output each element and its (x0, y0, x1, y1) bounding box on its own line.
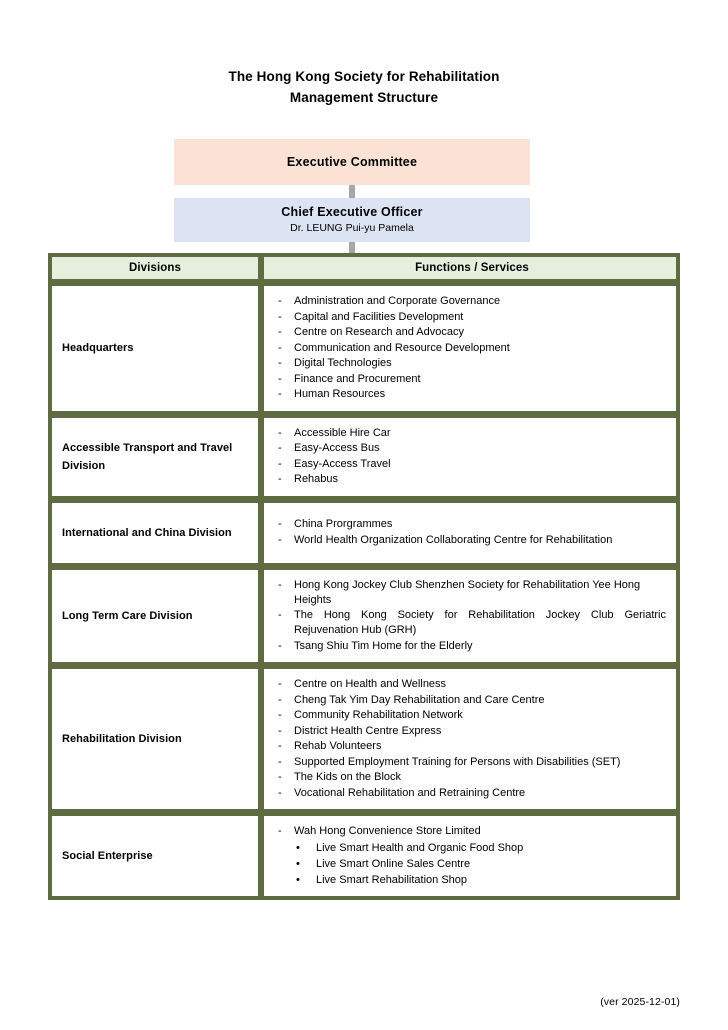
function-item-label: Rehabus (294, 473, 339, 485)
table-header-functions-label: Functions / Services (415, 262, 529, 274)
function-item (278, 356, 666, 371)
division-label: Rehabilitation Division (62, 733, 182, 745)
function-item (278, 708, 666, 723)
division-name-cell (52, 503, 258, 563)
function-item-label: Cheng Tak Yim Day Rehabilitation and Care Centre (294, 693, 545, 706)
function-item-label: The Hong Kong Society for Rehabilitation Jockey Club Geriatric Rejuvenation Hub (GRH) (294, 609, 666, 636)
function-item (278, 387, 666, 402)
table-row (52, 286, 676, 411)
division-label: International and China Division (62, 526, 232, 539)
dash-marker-icon: - (278, 473, 282, 485)
dash-marker-icon: - (278, 578, 282, 591)
function-item (278, 426, 666, 441)
division-name-cell (52, 286, 258, 411)
function-item (278, 677, 666, 692)
ceo-name-label: Dr. LEUNG Pui-yu Pamela (290, 222, 414, 234)
function-sub-item (278, 872, 666, 888)
function-item (278, 533, 666, 548)
function-sub-item (278, 856, 666, 872)
connector-exec-to-ceo (349, 185, 355, 198)
table-row (52, 570, 676, 663)
function-item (278, 472, 666, 487)
table-row (52, 816, 676, 896)
functions-cell (264, 286, 676, 411)
version-label: (ver 2025-12-01) (600, 996, 680, 1008)
function-item-label: Supported Employment Training for Persons with Disabilities (SET) (294, 755, 621, 768)
function-item (278, 457, 666, 472)
dash-marker-icon: - (278, 518, 282, 530)
table-row (52, 669, 676, 809)
dash-marker-icon: - (278, 442, 282, 454)
functions-cell (264, 570, 676, 663)
dash-marker-icon: - (278, 326, 282, 338)
function-item (278, 325, 666, 340)
function-item-label: Communication and Resource Development (294, 341, 510, 354)
function-item (278, 608, 666, 638)
division-name-cell (52, 570, 258, 663)
table-row (52, 503, 676, 563)
dash-marker-icon: - (278, 609, 282, 621)
function-item (278, 639, 666, 654)
function-item (278, 824, 666, 839)
table-header-row (52, 257, 676, 279)
dash-marker-icon: - (278, 709, 282, 721)
function-item (278, 517, 666, 532)
function-item-label: District Health Centre Express (294, 724, 442, 737)
division-name-cell (52, 816, 258, 896)
function-item (278, 786, 666, 801)
executive-committee-label: Executive Committee (286, 155, 418, 169)
function-item-label: Tsang Shiu Tim Home for the Elderly (294, 639, 473, 652)
function-item-label: World Health Organization Collaborating Centre for Rehabilitation (294, 533, 613, 546)
functions-cell (264, 816, 676, 896)
function-item (278, 724, 666, 739)
table-header-functions-cell (264, 257, 676, 279)
functions-list (278, 677, 666, 801)
dash-marker-icon: - (278, 357, 282, 369)
page-title-line-2: Management Structure (289, 90, 439, 105)
function-sub-item-label: Live Smart Health and Organic Food Shop (316, 841, 524, 854)
division-label: Social Enterprise (62, 849, 153, 862)
page-title-line-1: The Hong Kong Society for Rehabilitation (228, 69, 500, 84)
chief-executive-officer-box (174, 198, 530, 242)
functions-cell (264, 503, 676, 563)
division-label: Accessible Transport and Travel Division (62, 441, 233, 472)
function-item (278, 294, 666, 309)
function-item (278, 310, 666, 325)
functions-list (278, 426, 666, 488)
division-name-cell (52, 669, 258, 809)
bullet-marker-icon: • (296, 873, 300, 886)
dash-marker-icon: - (278, 310, 282, 323)
function-sub-item-label: Live Smart Rehabilitation Shop (316, 873, 468, 886)
function-sub-item (278, 840, 666, 856)
functions-cell (264, 418, 676, 496)
dash-marker-icon: - (278, 678, 282, 690)
function-item-label: Administration and Corporate Governance (294, 295, 501, 307)
dash-marker-icon: - (278, 372, 282, 385)
functions-cell (264, 669, 676, 809)
function-item (278, 739, 666, 754)
dash-marker-icon: - (278, 825, 282, 837)
function-item (278, 755, 666, 770)
dash-marker-icon: - (278, 740, 282, 752)
dash-marker-icon: - (278, 295, 282, 307)
dash-marker-icon: - (278, 724, 282, 737)
function-item-label: China Prorgrammes (294, 518, 393, 530)
function-item (278, 693, 666, 708)
function-item-label: Rehab Volunteers (294, 740, 382, 752)
dash-marker-icon: - (278, 388, 282, 400)
function-item-label: The Kids on the Block (294, 771, 402, 783)
division-label: Headquarters (62, 342, 134, 355)
bullet-marker-icon: • (296, 857, 300, 870)
dash-marker-icon: - (278, 786, 282, 799)
function-item-label: Capital and Facilities Development (294, 310, 464, 323)
bullet-marker-icon: • (296, 841, 300, 854)
dash-marker-icon: - (278, 457, 282, 470)
function-item-label: Wah Hong Convenience Store Limited (294, 825, 481, 837)
function-item (278, 372, 666, 387)
table-header-divisions-cell (52, 257, 258, 279)
dash-marker-icon: - (278, 426, 282, 439)
function-item (278, 770, 666, 785)
function-item-label: Easy-Access Travel (294, 457, 391, 470)
executive-committee-box (174, 139, 530, 185)
function-item (278, 341, 666, 356)
division-label: Long Term Care Division (62, 609, 193, 622)
function-item-label: Digital Technologies (294, 357, 392, 369)
division-name-cell (52, 418, 258, 496)
function-sub-item-label: Live Smart Online Sales Centre (316, 857, 471, 870)
function-item (278, 441, 666, 456)
function-item-label: Finance and Procurement (294, 372, 421, 385)
divisions-functions-table (48, 253, 680, 900)
functions-list (278, 294, 666, 403)
function-item-label: Human Resources (294, 388, 386, 400)
function-item (278, 578, 666, 608)
ceo-title-label: Chief Executive Officer (281, 205, 423, 219)
table-header-divisions-label: Divisions (128, 262, 182, 274)
function-item-label: Centre on Health and Wellness (294, 678, 447, 690)
dash-marker-icon: - (278, 755, 282, 768)
functions-list (278, 578, 666, 655)
table-row (52, 418, 676, 496)
dash-marker-icon: - (278, 533, 282, 546)
function-item-label: Hong Kong Jockey Club Shenzhen Society for Rehabilitation Yee Hong Heights (294, 578, 641, 606)
dash-marker-icon: - (278, 639, 282, 652)
dash-marker-icon: - (278, 693, 282, 706)
function-item-label: Centre on Research and Advocacy (294, 326, 464, 338)
page-title (0, 66, 728, 108)
dash-marker-icon: - (278, 771, 282, 783)
function-item-label: Easy-Access Bus (294, 442, 380, 454)
function-item-label: Accessible Hire Car (294, 426, 391, 439)
dash-marker-icon: - (278, 341, 282, 354)
function-item-label: Community Rehabilitation Network (294, 709, 463, 721)
function-item-label: Vocational Rehabilitation and Retraining Centre (294, 786, 526, 799)
functions-list (278, 517, 666, 548)
functions-list (278, 824, 666, 888)
